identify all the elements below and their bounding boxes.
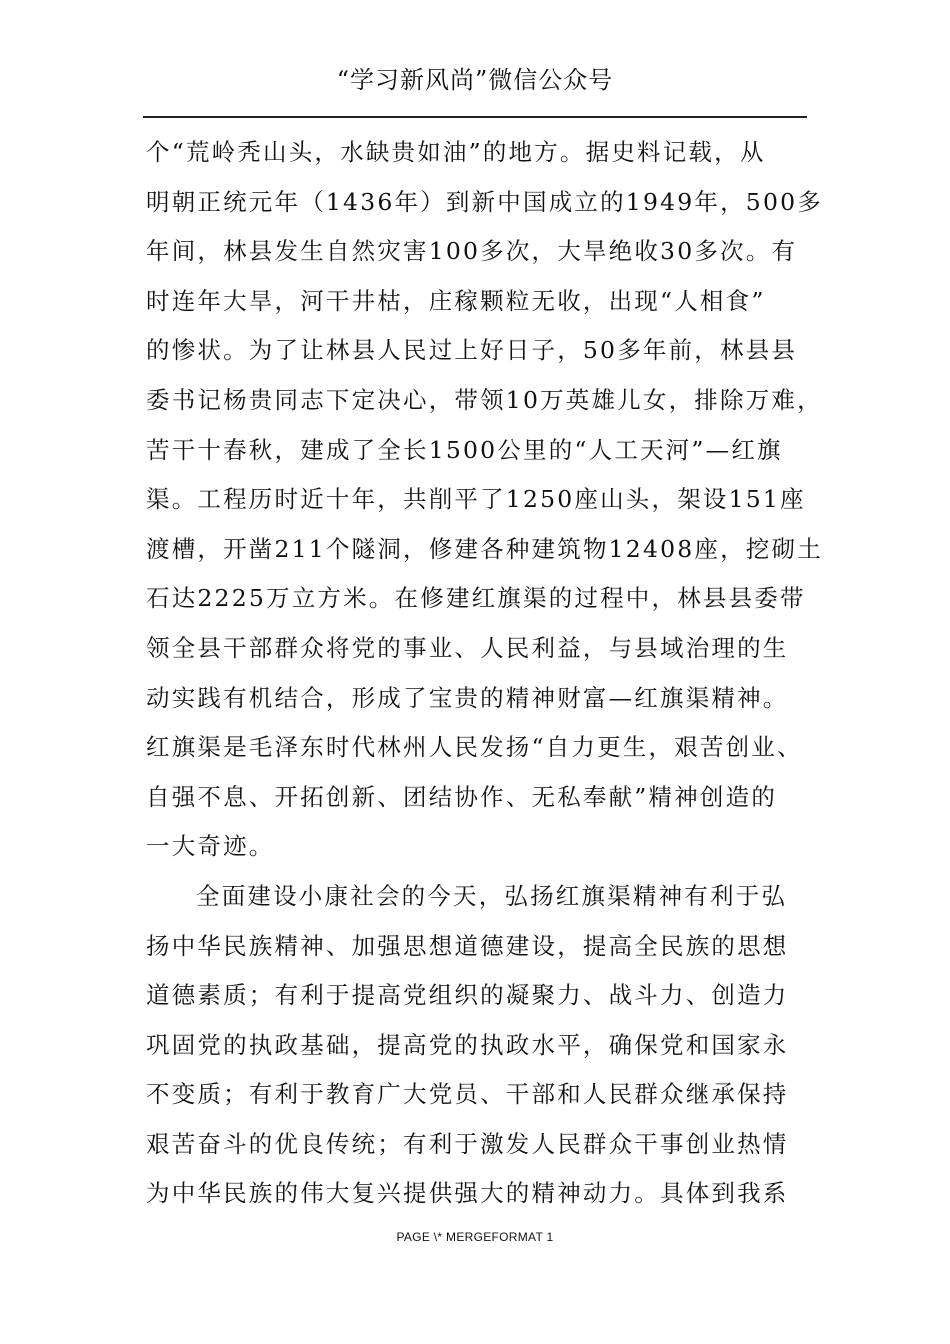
body-line: 自强不息、开拓创新、团结协作、无私奉献”精神创造的	[146, 782, 778, 811]
body-line: 艰苦奋斗的优良传统；有利于激发人民群众干事创业热情	[146, 1129, 789, 1158]
body-line: 年间，林县发生自然灾害100多次，大旱绝收30多次。有	[146, 237, 798, 266]
body-line: 一大奇迹。	[146, 832, 275, 861]
page-number-field: PAGE \* MERGEFORMAT 1	[396, 1230, 554, 1244]
paragraph-first-line: 全面建设小康社会的今天，弘扬红旗渠精神有利于弘	[196, 881, 788, 910]
body-line: 领全县干部群众将党的事业、人民利益，与县域治理的生	[146, 633, 789, 662]
body-line: 不变质；有利于教育广大党员、干部和人民群众继承保持	[146, 1080, 789, 1109]
body-line: 委书记杨贵同志下定决心，带领10万英雄儿女，排除万难，	[146, 385, 823, 414]
body-line: 明朝正统元年（1436年）到新中国成立的1949年，500多	[146, 187, 823, 216]
body-line: 时连年大旱，河干井枯，庄稼颗粒无收，出现“人相食”	[146, 286, 766, 315]
body-line: 扬中华民族精神、加强思想道德建设，提高全民族的思想	[146, 931, 789, 960]
body-line: 道德素质；有利于提高党组织的凝聚力、战斗力、创造力	[146, 981, 789, 1010]
body-line: 苦干十春秋，建成了全长1500公里的“人工天河”—红旗	[146, 435, 783, 464]
body-line: 渠。工程历时近十年，共削平了1250座山头，架设151座	[146, 485, 806, 514]
body-line: 动实践有机结合，形成了宝贵的精神财富—红旗渠精神。	[146, 683, 789, 712]
body-line: 个“荒岭秃山头，水缺贵如油”的地方。据史料记载，从	[146, 138, 766, 166]
body-line: 巩固党的执政基础，提高党的执政水平，确保党和国家永	[146, 1030, 789, 1059]
body-line: 石达2225万立方米。在修建红旗渠的过程中，林县县委带	[146, 584, 806, 613]
body-line: 红旗渠是毛泽东时代林州人民发扬“自力更生，艰苦创业、	[146, 733, 803, 762]
body-line: 为中华民族的伟大复兴提供强大的精神动力。具体到我系	[146, 1179, 789, 1208]
body-line: 的惨状。为了让林县人民过上好日子，50多年前，林县县	[146, 336, 798, 365]
page-header-title: “学习新风尚”微信公众号	[336, 66, 614, 94]
header-divider	[143, 116, 807, 118]
document-body	[146, 128, 826, 1219]
body-line: 渡槽，开凿211个隧洞，修建各种建筑物12408座，挖砌土	[146, 534, 823, 563]
